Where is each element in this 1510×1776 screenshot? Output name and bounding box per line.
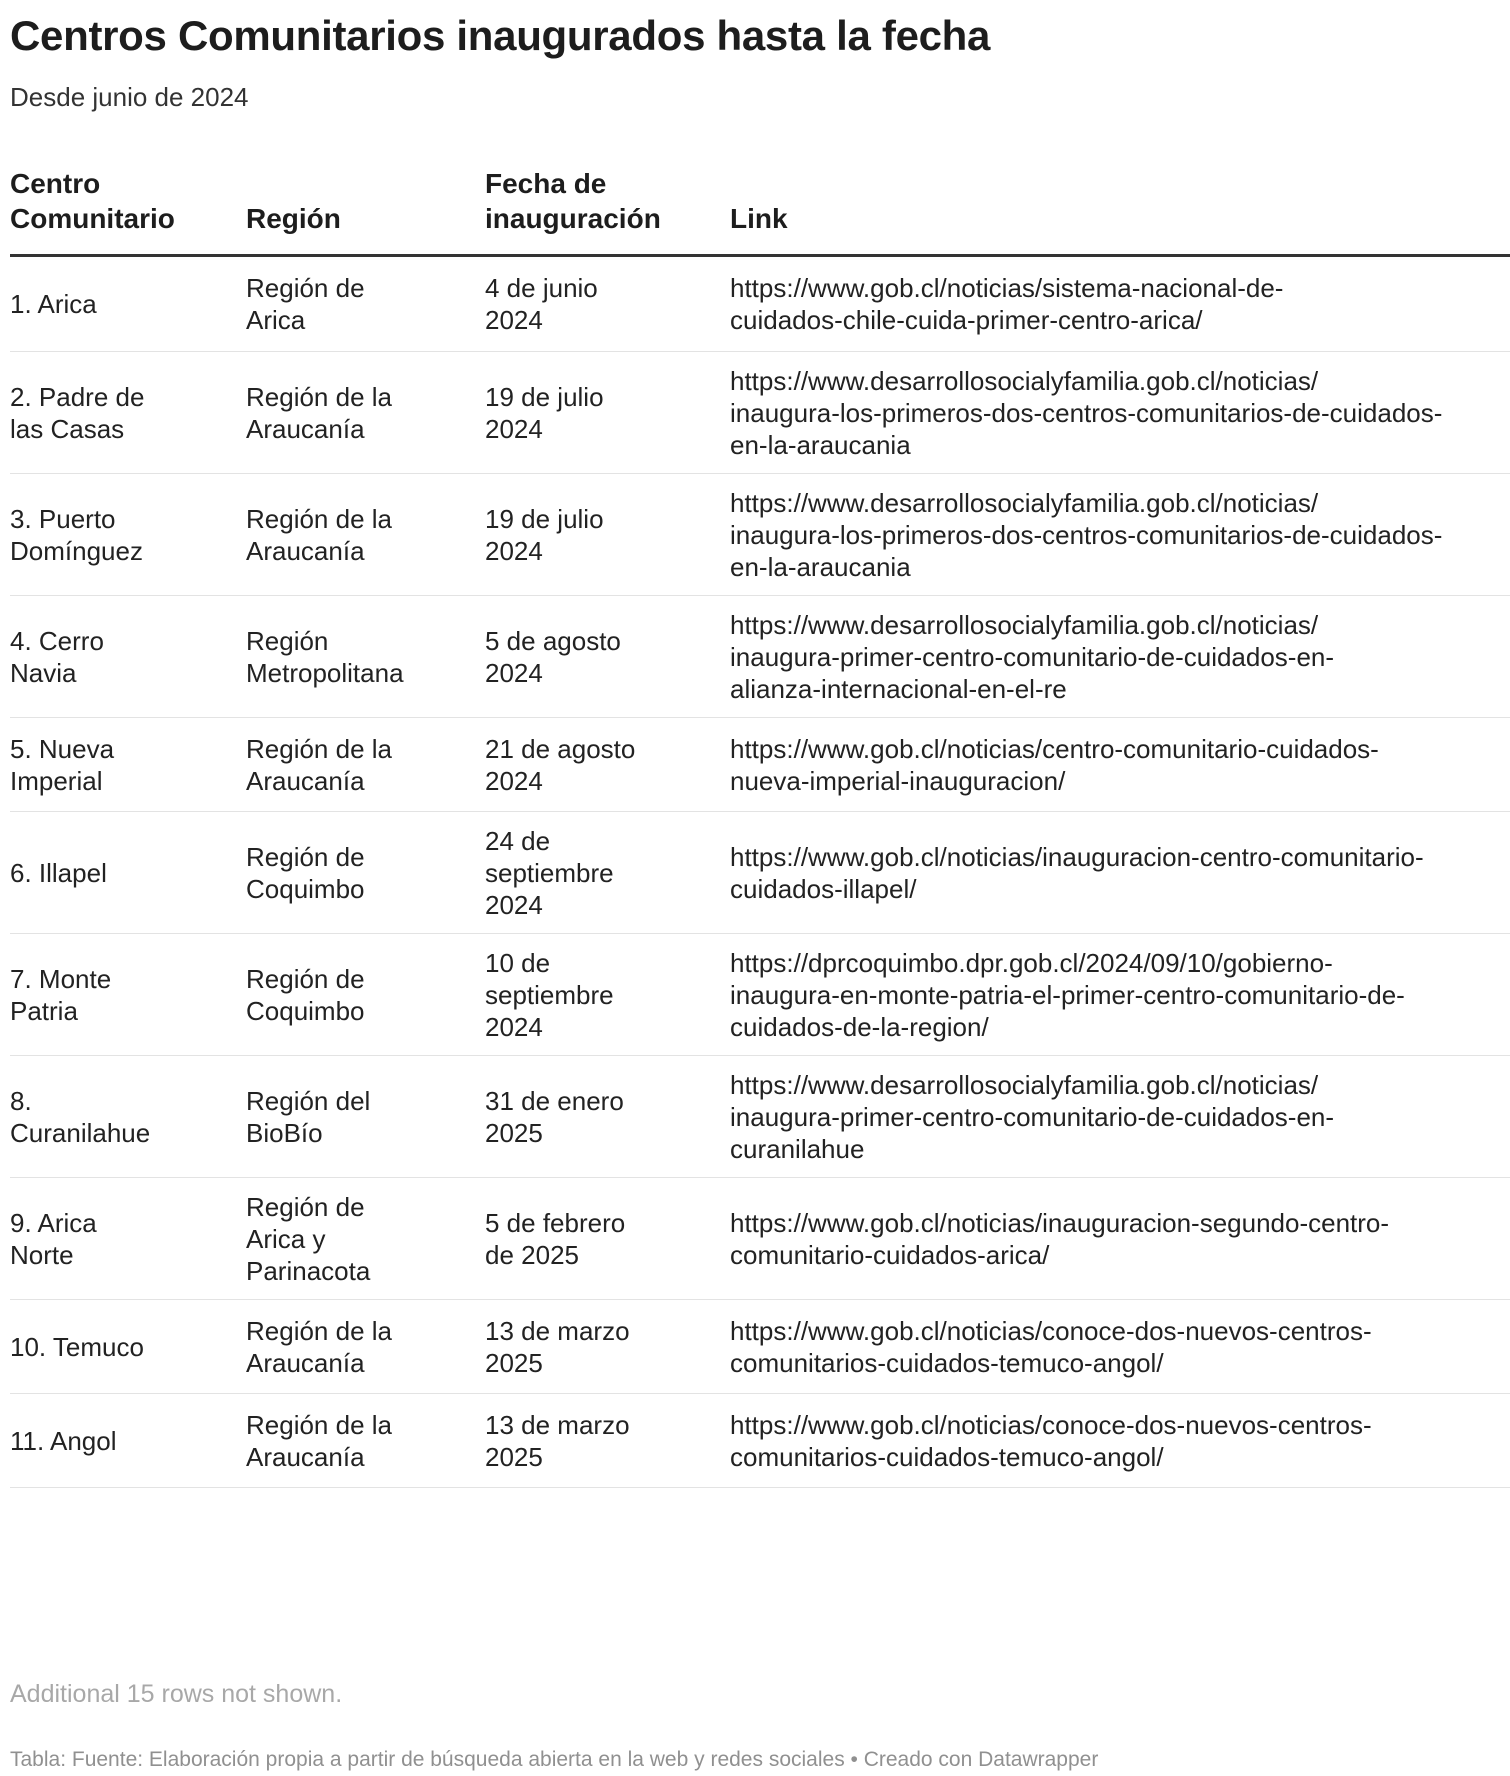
cell-link[interactable]: https://www.gob.cl/noticias/sistema-nacional-de- cuidados-chile-cuida-primer-centro-arica/ (730, 256, 1510, 352)
cell-region: Región de la Araucanía (246, 352, 485, 474)
cell-fecha: 5 de agosto 2024 (485, 596, 730, 718)
cell-link[interactable]: https://www.desarrollosocialyfamilia.gob.cl/noticias/ inaugura-los-primeros-dos-centros-comunitarios-de-cuidados- en-la-araucania (730, 474, 1510, 596)
cell-region: Región de la Araucanía (246, 718, 485, 812)
cell-fecha: 19 de julio 2024 (485, 474, 730, 596)
cell-centro: 1. Arica (10, 256, 246, 352)
cell-link[interactable]: https://www.desarrollosocialyfamilia.gob.cl/noticias/ inaugura-primer-centro-comunitario-de-cuidados-en- alianza-internacional-en-el-re (730, 596, 1510, 718)
table-row (10, 596, 1510, 718)
table-row (10, 1300, 1510, 1394)
cell-link[interactable]: https://www.desarrollosocialyfamilia.gob.cl/noticias/ inaugura-los-primeros-dos-centros-comunitarios-de-cuidados- en-la-araucania (730, 352, 1510, 474)
table-row (10, 1056, 1510, 1178)
cell-centro: 7. Monte Patria (10, 934, 246, 1056)
header-centro[interactable]: Centro Comunitario (10, 166, 246, 256)
cell-centro: 10. Temuco (10, 1300, 246, 1394)
table-row (10, 352, 1510, 474)
table-container (10, 166, 1443, 1488)
cell-fecha: 24 de septiembre 2024 (485, 812, 730, 934)
cell-link[interactable]: https://www.gob.cl/noticias/conoce-dos-nuevos-centros- comunitarios-cuidados-temuco-angol/ (730, 1300, 1510, 1394)
cell-centro: 5. Nueva Imperial (10, 718, 246, 812)
cell-fecha: 13 de marzo 2025 (485, 1394, 730, 1488)
cell-centro: 6. Illapel (10, 812, 246, 934)
table-title: Centros Comunitarios inaugurados hasta la fecha (10, 12, 991, 59)
table-row (10, 1178, 1510, 1300)
cell-fecha: 19 de julio 2024 (485, 352, 730, 474)
cell-region: Región de la Araucanía (246, 474, 485, 596)
table-row (10, 718, 1510, 812)
cell-region: Región Metropolitana (246, 596, 485, 718)
header-region[interactable]: Región (246, 166, 485, 256)
cell-link[interactable]: https://www.gob.cl/noticias/inauguracion-segundo-centro- comunitario-cuidados-arica/ (730, 1178, 1510, 1300)
cell-region: Región de Arica (246, 256, 485, 352)
cell-region: Región de Arica y Parinacota (246, 1178, 485, 1300)
cell-fecha: 5 de febrero de 2025 (485, 1178, 730, 1300)
table-row (10, 812, 1510, 934)
source-footer: Tabla: Fuente: Elaboración propia a partir de búsqueda abierta en la web y redes sociales • Creado con Datawrapper (10, 1748, 1099, 1771)
header-fecha[interactable]: Fecha de inauguración (485, 166, 730, 256)
cell-link[interactable]: https://dprcoquimbo.dpr.gob.cl/2024/09/10/gobierno- inaugura-en-monte-patria-el-primer-centro-comunitario-de- cuidados-de-la-region/ (730, 934, 1510, 1056)
cell-link[interactable]: https://www.gob.cl/noticias/conoce-dos-nuevos-centros- comunitarios-cuidados-temuco-angol/ (730, 1394, 1510, 1488)
table-row (10, 256, 1510, 352)
cell-fecha: 31 de enero 2025 (485, 1056, 730, 1178)
centers-table (10, 166, 1510, 1488)
header-link[interactable]: Link (730, 166, 1510, 256)
cell-link[interactable]: https://www.gob.cl/noticias/inauguracion-centro-comunitario- cuidados-illapel/ (730, 812, 1510, 934)
cell-centro: 2. Padre de las Casas (10, 352, 246, 474)
cell-fecha: 4 de junio 2024 (485, 256, 730, 352)
cell-link[interactable]: https://www.gob.cl/noticias/centro-comunitario-cuidados- nueva-imperial-inauguracion/ (730, 718, 1510, 812)
table-row (10, 474, 1510, 596)
table-row (10, 934, 1510, 1056)
table-header-row (10, 166, 1510, 256)
cell-centro: 11. Angol (10, 1394, 246, 1488)
rows-not-shown-note: Additional 15 rows not shown. (10, 1680, 343, 1708)
table-row (10, 1394, 1510, 1488)
cell-region: Región de Coquimbo (246, 812, 485, 934)
cell-region: Región de la Araucanía (246, 1300, 485, 1394)
cell-centro: 8. Curanilahue (10, 1056, 246, 1178)
cell-fecha: 13 de marzo 2025 (485, 1300, 730, 1394)
cell-link[interactable]: https://www.desarrollosocialyfamilia.gob.cl/noticias/ inaugura-primer-centro-comunitario-de-cuidados-en- curanilahue (730, 1056, 1510, 1178)
cell-region: Región del BioBío (246, 1056, 485, 1178)
cell-region: Región de Coquimbo (246, 934, 485, 1056)
cell-centro: 4. Cerro Navia (10, 596, 246, 718)
cell-centro: 9. Arica Norte (10, 1178, 246, 1300)
cell-fecha: 10 de septiembre 2024 (485, 934, 730, 1056)
cell-centro: 3. Puerto Domínguez (10, 474, 246, 596)
cell-region: Región de la Araucanía (246, 1394, 485, 1488)
cell-fecha: 21 de agosto 2024 (485, 718, 730, 812)
table-subtitle: Desde junio de 2024 (10, 82, 249, 112)
